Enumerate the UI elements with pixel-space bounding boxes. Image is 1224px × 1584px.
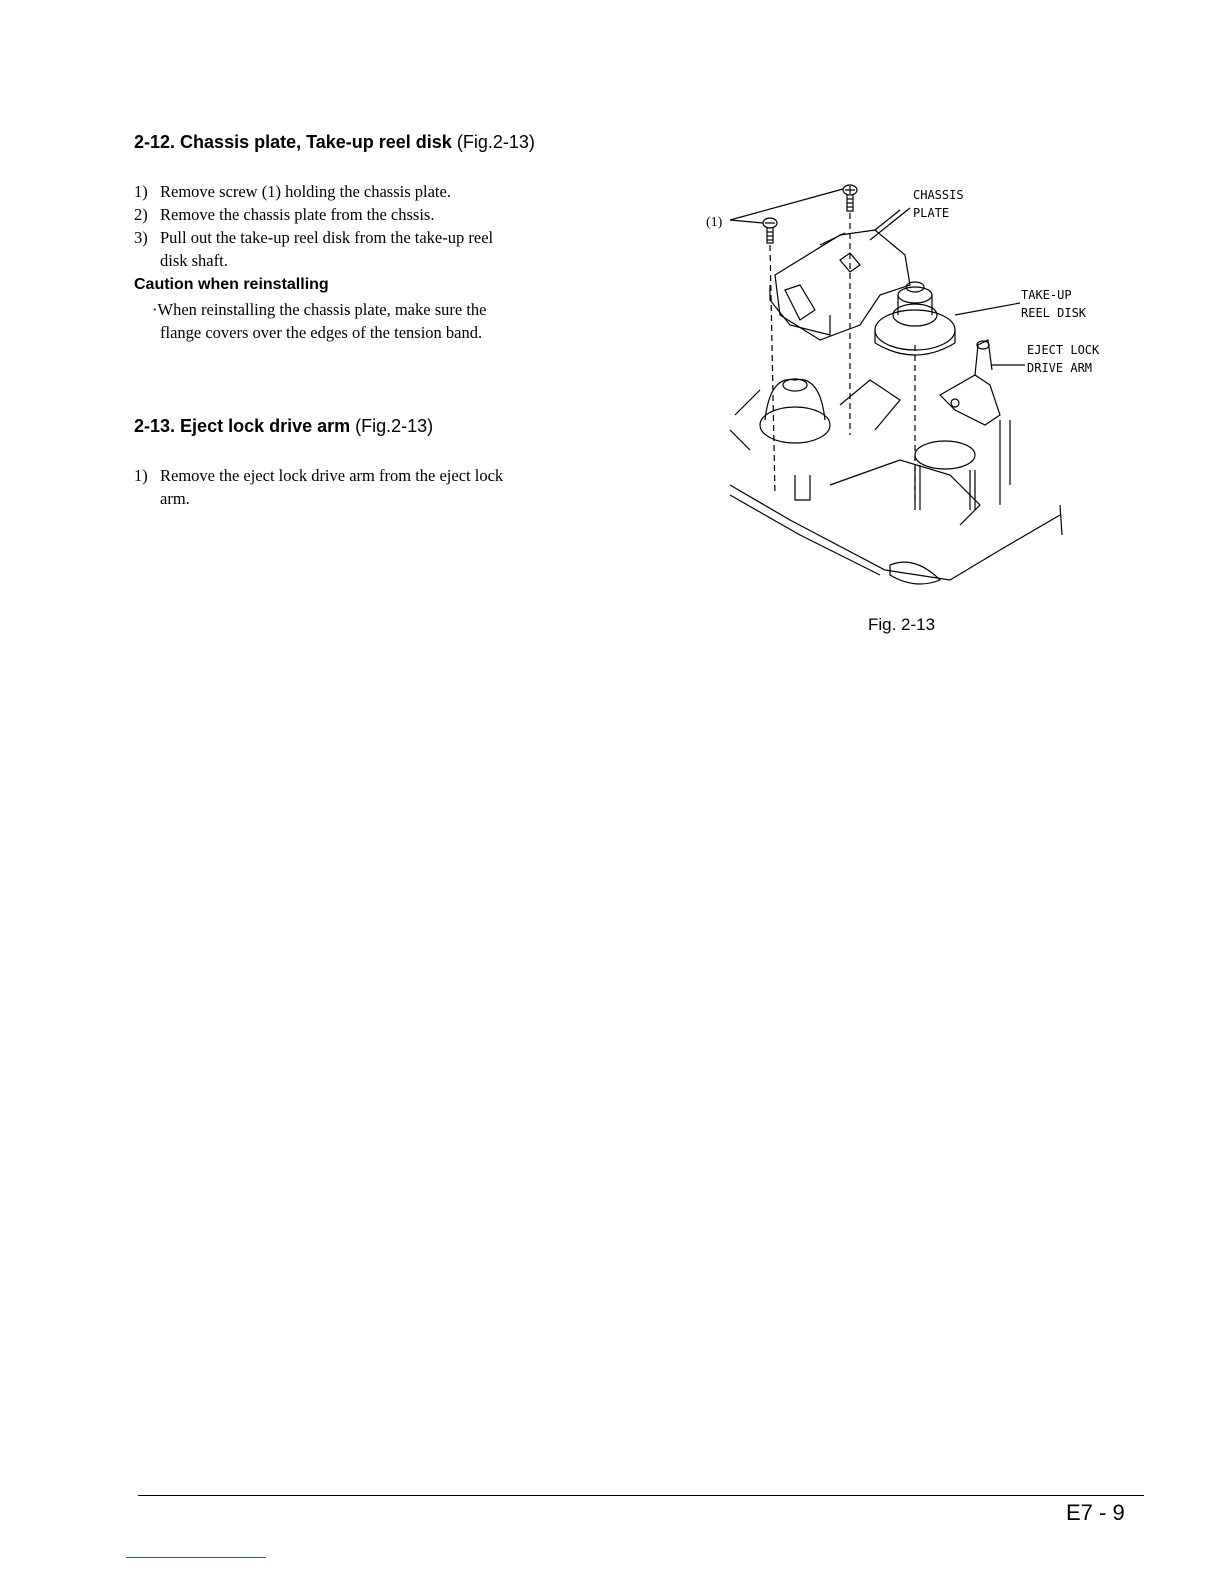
bottom-link-underline [126,1557,266,1558]
take-up-reel-disk [875,282,1020,355]
step-number: 3) [134,228,148,247]
caution-heading: Caution when reinstalling [134,276,329,293]
step-1 [134,464,584,510]
caution-text-continued: flange covers over the edges of the tension band. [160,323,483,342]
figure-reference: (Fig.2-13) [355,416,434,436]
figure-caption: Fig. 2-13 [868,615,936,634]
bullet: · [152,300,158,319]
step-number: 1) [134,466,148,485]
step-number: 1) [134,182,148,201]
step-text: Remove the eject lock drive arm from the eject lock [160,466,504,485]
eject-arm-label-line2: DRIVE ARM [1027,361,1093,375]
section-title: Eject lock drive arm [180,416,351,436]
section-number: 2-13. [134,416,176,436]
eject-lock-drive-arm [940,340,1025,425]
section-2-13-heading [134,416,433,437]
step-3 [134,226,584,272]
caution-text: When reinstalling the chassis plate, make sure the [157,300,487,319]
step-2 [134,203,584,226]
screw-icon [763,218,777,243]
step-text-continued: arm. [160,489,190,508]
page-number: E7 - 9 [1066,1500,1125,1525]
footer-rule [138,1495,1144,1496]
supply-reel [730,379,830,450]
eject-arm-label-line1: EJECT LOCK [1027,343,1100,357]
step-number: 2) [134,205,148,224]
caution-note [152,298,592,344]
chassis-plate-label-line2: PLATE [913,206,950,220]
step-1 [134,180,584,203]
section-2-12-heading [134,132,535,153]
step-text-continued: disk shaft. [160,251,228,270]
figure-reference: (Fig.2-13) [456,132,535,152]
screw-label: (1) [706,215,723,230]
chassis-plate [770,210,910,340]
step-text: Remove the chassis plate from the chssis. [160,205,435,224]
step-text: Pull out the take-up reel disk from the take-up reel [160,228,494,247]
reel-disk-label-line2: REEL DISK [1021,306,1087,320]
chassis-plate-label-line1: CHASSIS [913,188,964,202]
chassis-base [730,380,1062,584]
step-text: Remove screw (1) holding the chassis plate. [160,182,451,201]
section-number: 2-12. [134,132,176,152]
exploded-view-diagram [700,175,1120,605]
screw-icon [843,185,857,211]
section-title: Chassis plate, Take-up reel disk [180,132,452,152]
alignment-guides [770,213,915,505]
reel-disk-label-line1: TAKE-UP [1021,288,1072,302]
